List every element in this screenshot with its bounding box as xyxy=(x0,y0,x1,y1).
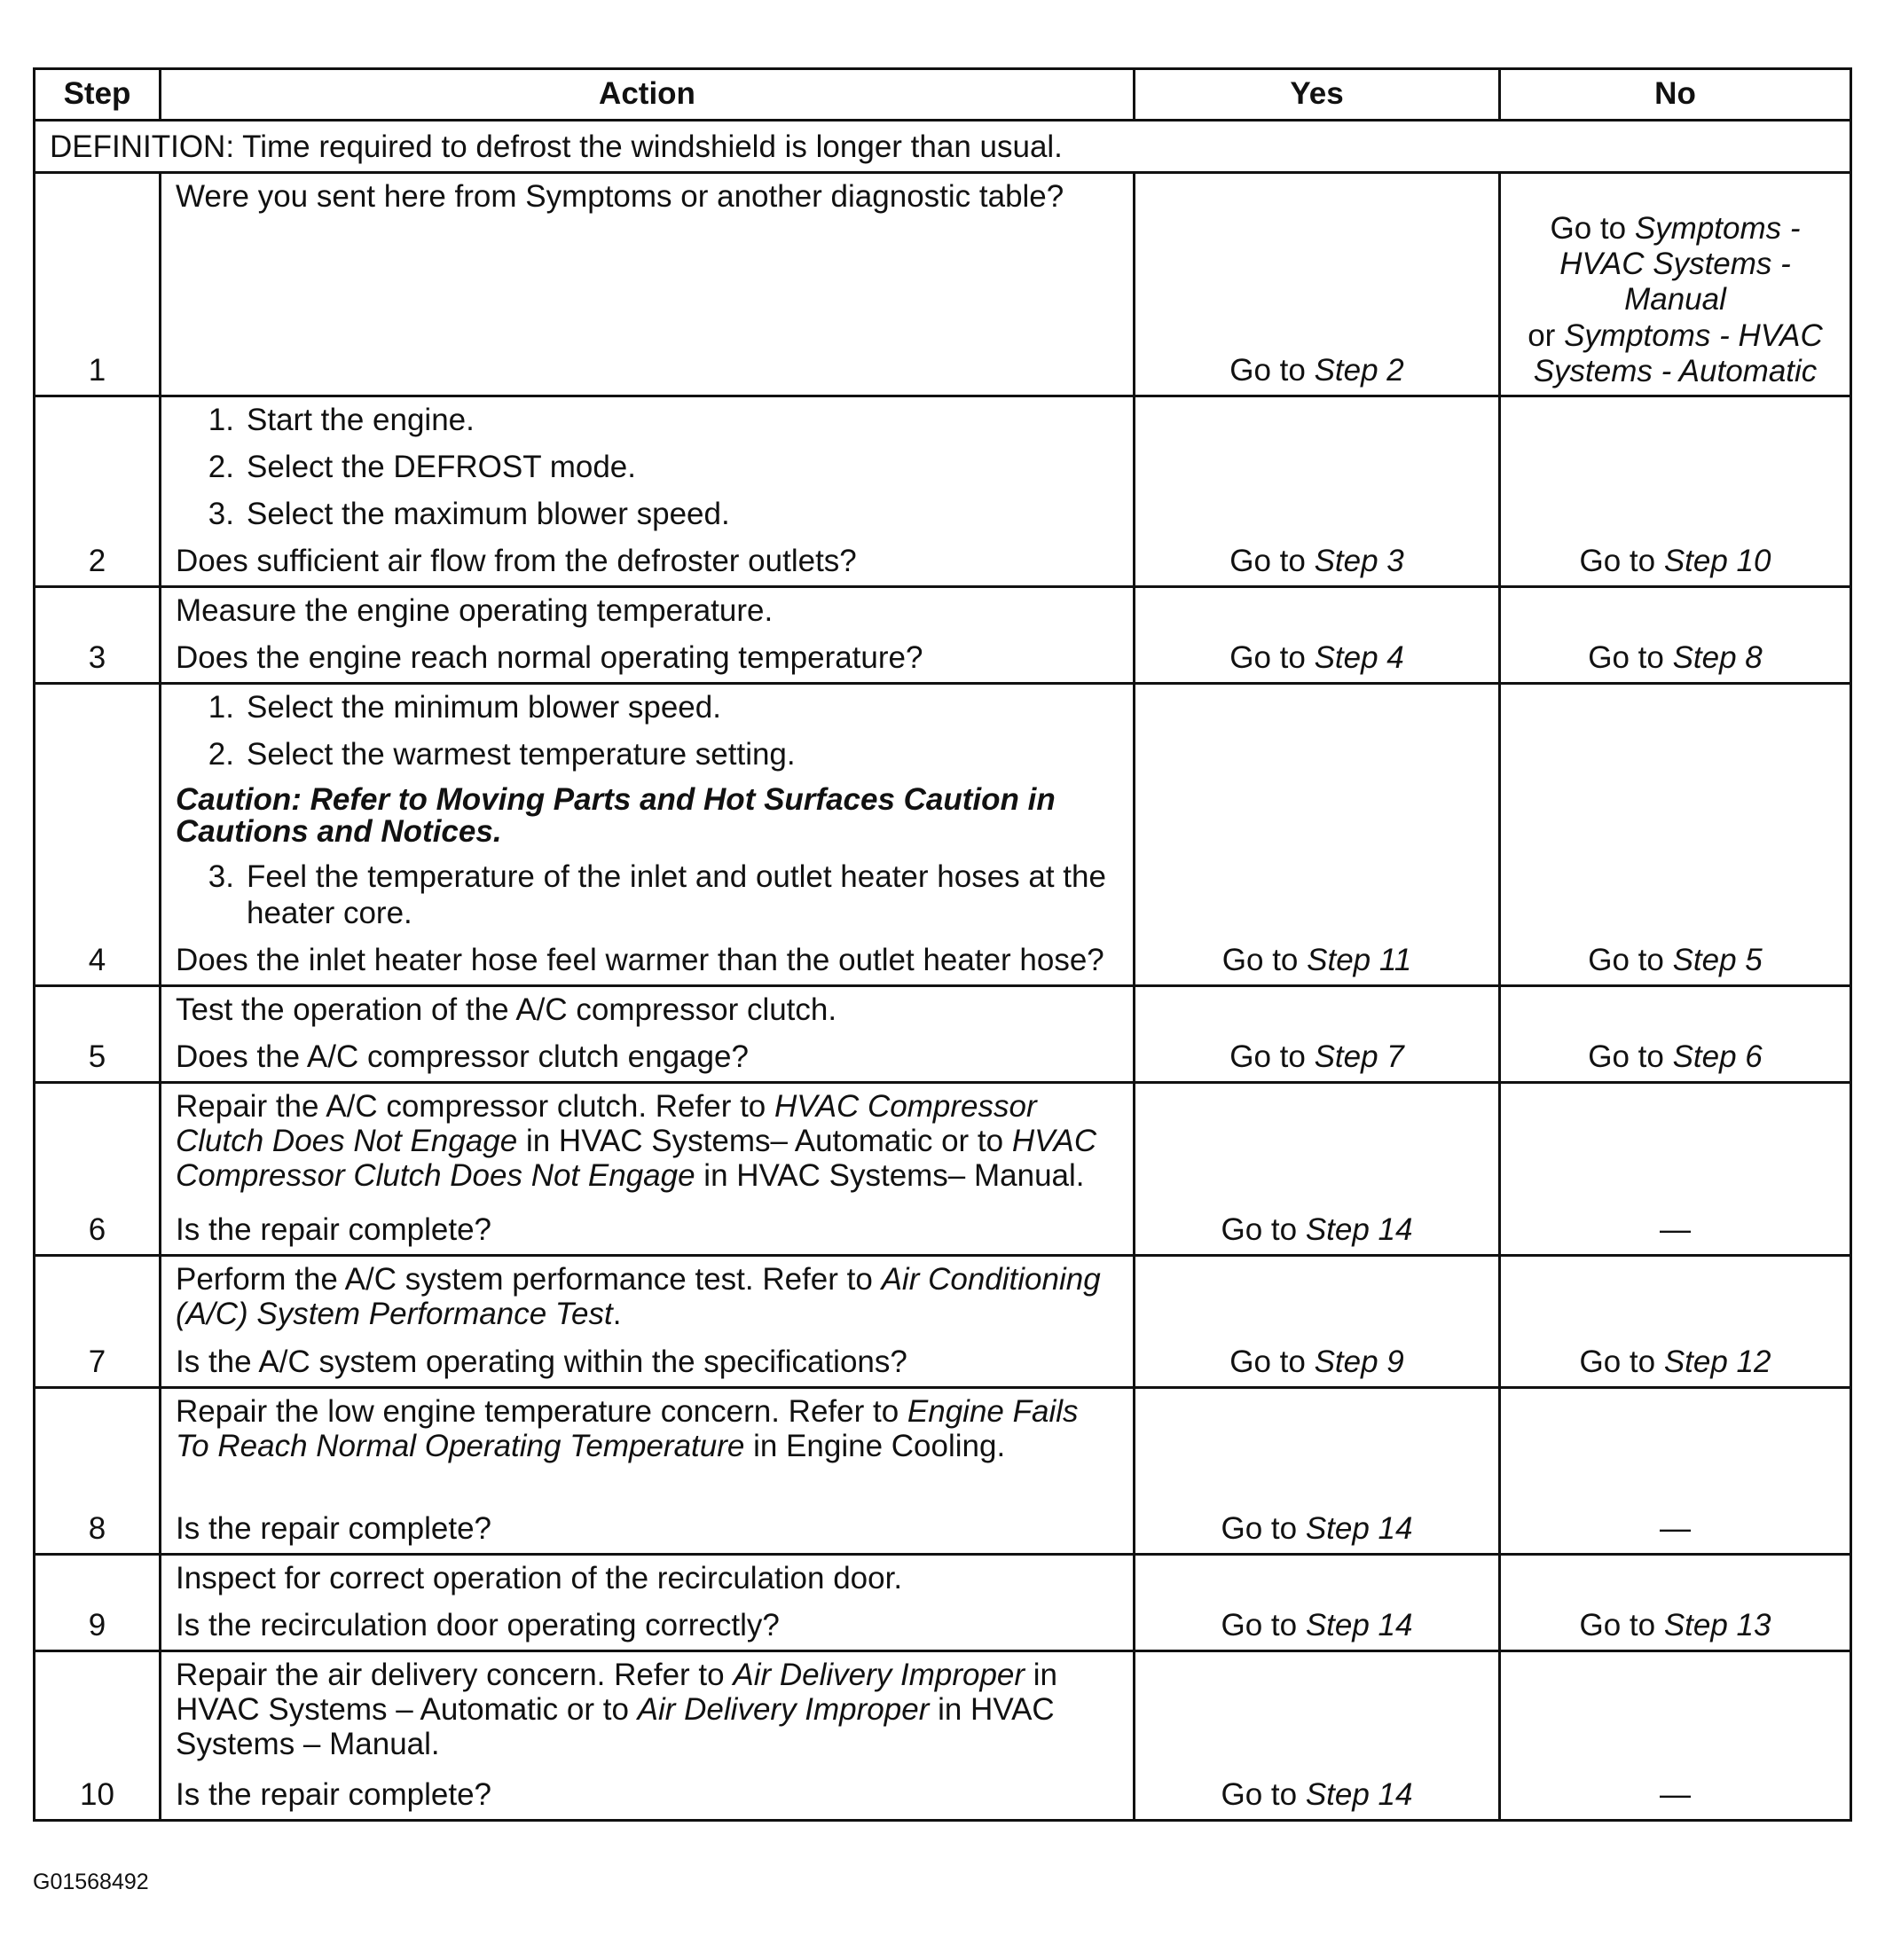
no-cell xyxy=(1500,683,1851,985)
action-text xyxy=(176,1394,1119,1463)
yes-cell xyxy=(1135,683,1500,985)
diagnostic-table xyxy=(33,67,1852,1822)
step-number: 1 xyxy=(35,173,161,396)
action-text-part: in HVAC Systems – Manual. xyxy=(176,1691,1055,1762)
list-item xyxy=(176,450,1119,486)
no-cell xyxy=(1500,586,1851,683)
action-question: Is the recirculation door operating correctly? xyxy=(176,1607,780,1642)
action-text xyxy=(176,1658,1119,1762)
yes-step-ref: Step 4 xyxy=(1314,639,1404,675)
action-question: Does the A/C compressor clutch engage? xyxy=(176,1039,749,1074)
no-step-ref: Step 5 xyxy=(1672,942,1763,977)
yes-step-ref: Step 11 xyxy=(1307,942,1412,977)
list-text: Feel the temperature of the inlet and outlet heater hoses at the heater core. xyxy=(247,859,1106,930)
list-number: 2. xyxy=(208,449,234,484)
step-number: 7 xyxy=(35,1256,161,1387)
action-cell xyxy=(161,173,1135,396)
step-number: 2 xyxy=(35,396,161,587)
yes-prefix: Go to xyxy=(1221,1777,1306,1813)
definition-row xyxy=(35,121,1851,173)
yes-cell xyxy=(1135,985,1500,1082)
step-number: 10 xyxy=(35,1650,161,1821)
list-text: Select the DEFROST mode. xyxy=(247,449,636,484)
action-ref: Air Conditioning (A/C) System Performance Test xyxy=(176,1262,1101,1332)
action-ref: Air Delivery Improper xyxy=(637,1691,930,1727)
action-question: Is the repair complete? xyxy=(176,1212,492,1248)
step-number: 4 xyxy=(35,683,161,985)
action-question: Is the A/C system operating within the specifications? xyxy=(176,1344,907,1379)
no-prefix: Go to xyxy=(1550,210,1635,246)
action-text-part: Repair the A/C compressor clutch. Refer to xyxy=(176,1088,774,1124)
yes-cell xyxy=(1135,396,1500,587)
yes-step-ref: Step 2 xyxy=(1314,353,1404,388)
list-item xyxy=(176,497,1119,533)
action-text-part: in HVAC Systems– Manual. xyxy=(695,1158,1085,1194)
yes-prefix: Go to xyxy=(1229,353,1315,388)
action-cell xyxy=(161,1650,1135,1821)
action-question: Does the engine reach normal operating temperature? xyxy=(176,639,923,675)
yes-cell xyxy=(1135,1082,1500,1256)
list-number: 1. xyxy=(208,689,234,725)
action-ref: HVAC Compressor Clutch Does Not Engage xyxy=(176,1123,1097,1194)
list-text: Select the warmest temperature setting. xyxy=(247,736,796,772)
action-question: Does the inlet heater hose feel warmer than the outlet heater hose? xyxy=(176,942,1104,977)
figure-id: G01568492 xyxy=(33,1870,149,1894)
action-ref: Air Delivery Improper xyxy=(733,1657,1025,1692)
no-step-ref: Step 13 xyxy=(1663,1607,1771,1642)
yes-cell xyxy=(1135,1256,1500,1387)
yes-step-ref: Step 14 xyxy=(1305,1607,1413,1642)
action-question: Does sufficient air flow from the defroster outlets? xyxy=(176,543,857,578)
yes-cell xyxy=(1135,1650,1500,1821)
action-text: Inspect for correct operation of the recirculation door. xyxy=(176,1560,903,1595)
yes-step-ref: Step 14 xyxy=(1305,1212,1413,1248)
no-cell: — xyxy=(1500,1082,1851,1256)
caution-note: Caution: Refer to Moving Parts and Hot Surfaces Caution in Cautions and Notices. xyxy=(176,781,1056,850)
table-row xyxy=(35,1554,1851,1650)
step-number: 5 xyxy=(35,985,161,1082)
action-text-part: in HVAC Systems – Automatic or to xyxy=(176,1657,1058,1727)
step-number: 3 xyxy=(35,586,161,683)
no-cell xyxy=(1500,1256,1851,1387)
no-prefix: Go to xyxy=(1588,1039,1673,1074)
yes-cell xyxy=(1135,1387,1500,1554)
action-text-part: Perform the A/C system performance test. Refer to xyxy=(176,1262,882,1298)
yes-prefix: Go to xyxy=(1221,1212,1306,1248)
action-cell xyxy=(161,1082,1135,1256)
header-no: No xyxy=(1500,69,1851,121)
header-yes: Yes xyxy=(1135,69,1500,121)
list-text: Select the minimum blower speed. xyxy=(247,689,721,725)
yes-prefix: Go to xyxy=(1221,1510,1306,1546)
action-cell xyxy=(161,396,1135,587)
yes-prefix: Go to xyxy=(1229,639,1315,675)
table-row xyxy=(35,683,1851,985)
yes-step-ref: Step 9 xyxy=(1314,1344,1404,1379)
definition-text: DEFINITION: Time required to defrost the windshield is longer than usual. xyxy=(35,121,1851,173)
action-cell xyxy=(161,586,1135,683)
action-text-part: Repair the air delivery concern. Refer to xyxy=(176,1657,734,1692)
yes-step-ref: Step 14 xyxy=(1305,1777,1413,1813)
action-text: Test the operation of the A/C compressor clutch. xyxy=(176,992,837,1027)
action-cell xyxy=(161,985,1135,1082)
list-item xyxy=(176,690,1119,726)
table-row xyxy=(35,1387,1851,1554)
no-or: or xyxy=(1528,318,1565,353)
no-prefix: Go to xyxy=(1579,1607,1664,1642)
table-row xyxy=(35,586,1851,683)
list-item xyxy=(176,859,1119,932)
no-prefix: Go to xyxy=(1588,942,1673,977)
action-text xyxy=(176,1262,1119,1331)
yes-step-ref: Step 14 xyxy=(1305,1510,1413,1546)
yes-cell xyxy=(1135,1554,1500,1650)
header-row xyxy=(35,69,1851,121)
list-number: 3. xyxy=(208,859,234,894)
action-ref: HVAC Compressor Clutch Does Not Engage xyxy=(176,1088,1037,1158)
table-row xyxy=(35,1256,1851,1387)
table-row xyxy=(35,396,1851,587)
list-text: Select the maximum blower speed. xyxy=(247,496,730,531)
list-number: 2. xyxy=(208,736,234,772)
yes-prefix: Go to xyxy=(1229,1344,1315,1379)
table-row xyxy=(35,173,1851,396)
action-question: Were you sent here from Symptoms or another diagnostic table? xyxy=(176,179,1064,214)
list-number: 3. xyxy=(208,496,234,531)
header-action: Action xyxy=(161,69,1135,121)
action-cell xyxy=(161,1256,1135,1387)
no-prefix: Go to xyxy=(1579,543,1664,578)
no-cell xyxy=(1500,173,1851,396)
list-number: 1. xyxy=(208,403,234,437)
no-cell xyxy=(1500,1554,1851,1650)
yes-prefix: Go to xyxy=(1229,1039,1315,1074)
action-text: Measure the engine operating temperature. xyxy=(176,592,774,628)
action-text-part: Repair the low engine temperature concern. Refer to xyxy=(176,1393,907,1429)
step-number: 8 xyxy=(35,1387,161,1554)
table-row xyxy=(35,1082,1851,1256)
list-text: Start the engine. xyxy=(247,403,475,437)
no-cell xyxy=(1500,985,1851,1082)
action-cell xyxy=(161,683,1135,985)
yes-cell xyxy=(1135,173,1500,396)
step-number: 9 xyxy=(35,1554,161,1650)
action-question: Is the repair complete? xyxy=(176,1777,492,1813)
action-ref: Engine Fails To Reach Normal Operating Temperature xyxy=(176,1393,1079,1463)
step-number: 6 xyxy=(35,1082,161,1256)
no-cell xyxy=(1500,396,1851,587)
no-step-ref: Step 6 xyxy=(1672,1039,1763,1074)
yes-cell xyxy=(1135,586,1500,683)
no-cell: — xyxy=(1500,1650,1851,1821)
no-ref-automatic: Symptoms - HVAC Systems - Automatic xyxy=(1533,318,1823,388)
no-step-ref: Step 8 xyxy=(1672,639,1763,675)
action-question: Is the repair complete? xyxy=(176,1510,492,1546)
yes-prefix: Go to xyxy=(1221,1607,1306,1642)
no-cell: — xyxy=(1500,1387,1851,1554)
list-item xyxy=(176,737,1119,773)
action-text-part: . xyxy=(612,1297,622,1332)
action-text-part: in Engine Cooling. xyxy=(744,1428,1006,1463)
no-step-ref: Step 10 xyxy=(1663,543,1771,578)
yes-step-ref: Step 3 xyxy=(1314,543,1404,578)
no-prefix: Go to xyxy=(1579,1344,1664,1379)
action-text-part: in HVAC Systems– Automatic or to xyxy=(517,1123,1012,1158)
yes-step-ref: Step 7 xyxy=(1314,1039,1404,1074)
list-item xyxy=(176,403,1119,439)
action-cell xyxy=(161,1554,1135,1650)
no-prefix: Go to xyxy=(1588,639,1673,675)
action-text xyxy=(176,1089,1119,1194)
no-ref-manual: Symptoms - HVAC Systems - Manual xyxy=(1559,210,1801,318)
action-cell xyxy=(161,1387,1135,1554)
table-row xyxy=(35,985,1851,1082)
no-step-ref: Step 12 xyxy=(1663,1344,1771,1379)
yes-prefix: Go to xyxy=(1221,942,1308,977)
header-step: Step xyxy=(35,69,161,121)
table-row xyxy=(35,1650,1851,1821)
yes-prefix: Go to xyxy=(1229,543,1315,578)
